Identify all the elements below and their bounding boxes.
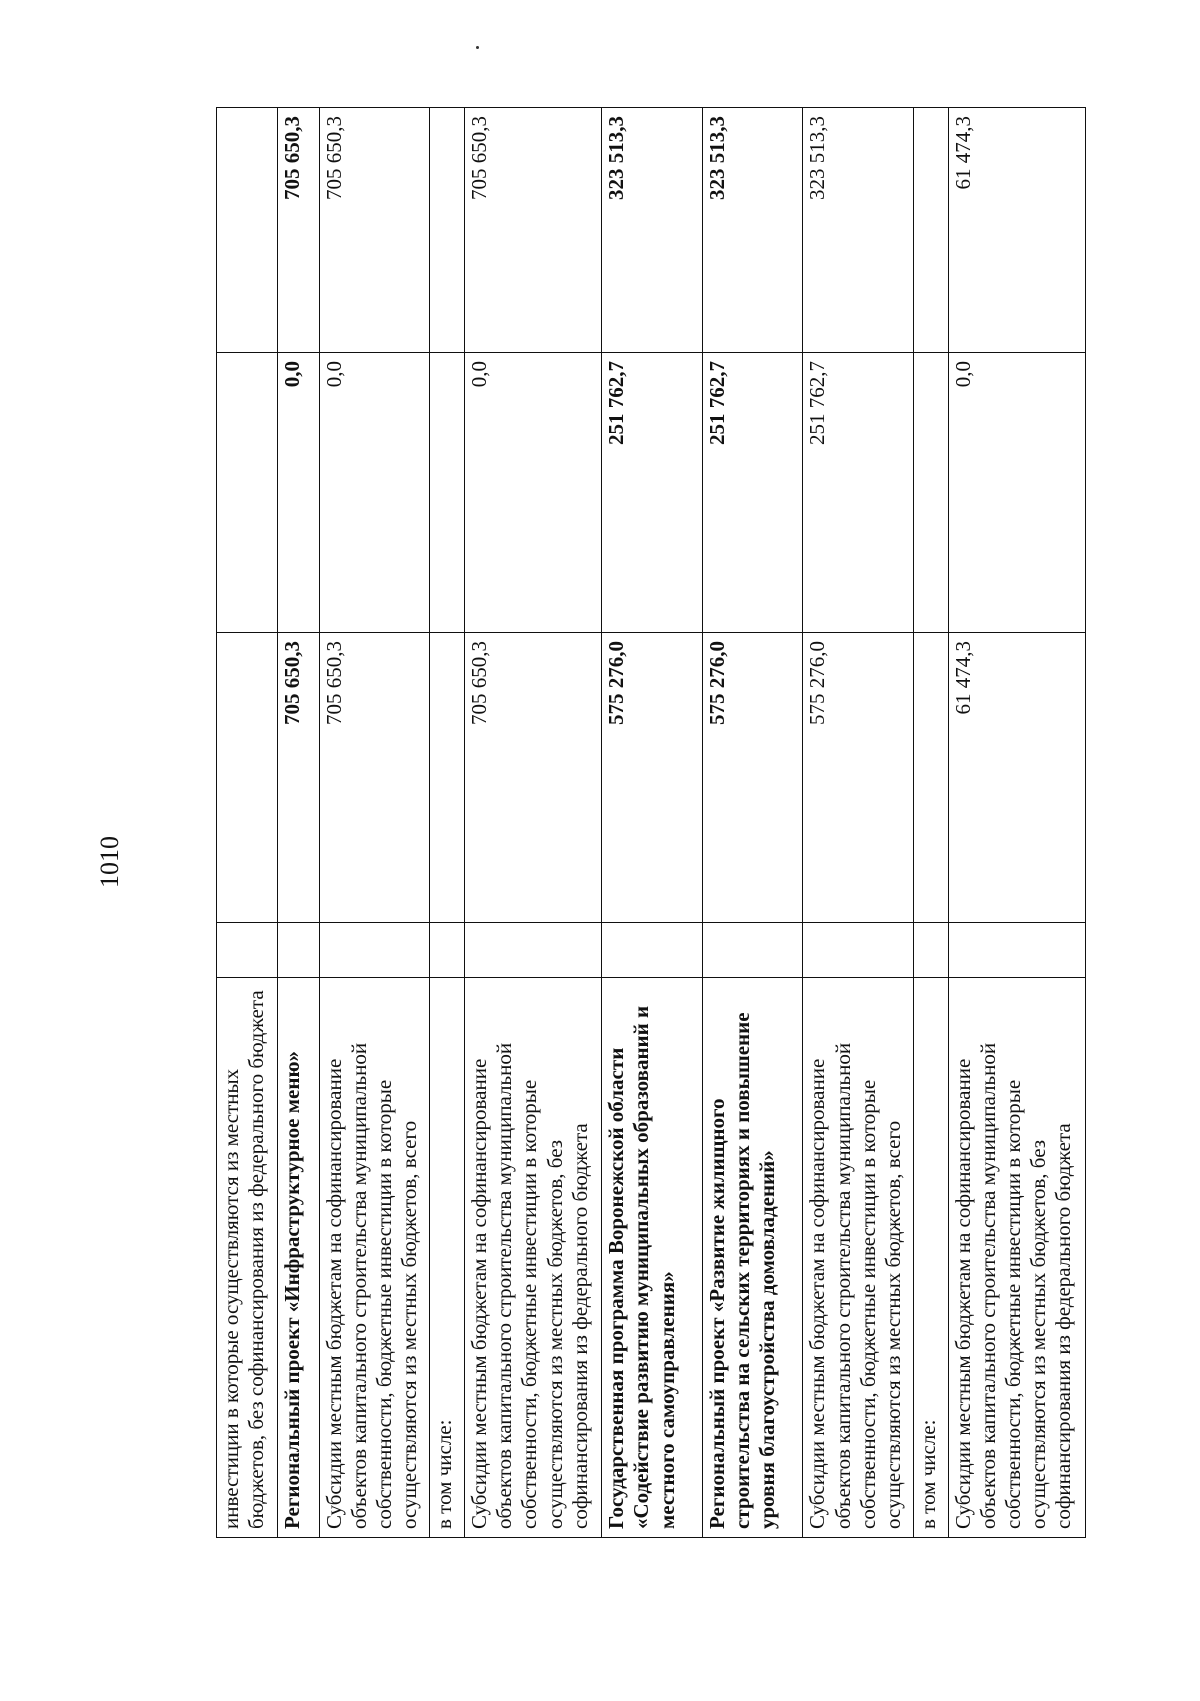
row-code-cell: [217, 923, 278, 978]
row-value-regional-cell: 323 513,3: [602, 108, 703, 353]
row-value-total-cell: 575 276,0: [702, 633, 803, 923]
row-value-federal-cell: 0,0: [277, 353, 319, 633]
row-value-regional-cell: 705 650,3: [319, 108, 430, 353]
row-value-regional-cell: [914, 108, 949, 353]
row-value-total-cell: [217, 633, 278, 923]
row-value-federal-cell: 0,0: [948, 353, 1085, 633]
row-name-cell: в том числе:: [914, 978, 949, 1538]
row-code-cell: [277, 923, 319, 978]
row-value-regional-cell: [430, 108, 465, 353]
row-value-regional-cell: 705 650,3: [277, 108, 319, 353]
table-row: [430, 108, 465, 1538]
row-code-cell: [914, 923, 949, 978]
row-value-total-cell: [914, 633, 949, 923]
table-row: [702, 108, 803, 1538]
row-value-federal-cell: 251 762,7: [702, 353, 803, 633]
row-value-total-cell: 705 650,3: [277, 633, 319, 923]
row-value-regional-cell: 705 650,3: [465, 108, 602, 353]
row-code-cell: [430, 923, 465, 978]
row-value-federal-cell: 251 762,7: [803, 353, 914, 633]
table-row: [602, 108, 703, 1538]
row-value-total-cell: 705 650,3: [465, 633, 602, 923]
row-name-cell: Субсидии местным бюджетам на софинансирование объектов капитального строительства муниципальной собственности, бюджетные инвестиции в которые осуществляются из местных бюджетов, без софинансирования из федерального бюджета: [948, 978, 1085, 1538]
row-value-total-cell: 575 276,0: [803, 633, 914, 923]
budget-table-body: [217, 108, 1086, 1538]
row-value-regional-cell: 61 474,3: [948, 108, 1085, 353]
row-value-federal-cell: 251 762,7: [602, 353, 703, 633]
row-name-cell: Региональный проект «Развитие жилищного строительства на сельских территориях и повышение уровня благоустройства домовладений»: [702, 978, 803, 1538]
row-value-regional-cell: [217, 108, 278, 353]
row-value-total-cell: 61 474,3: [948, 633, 1085, 923]
row-name-cell: Субсидии местным бюджетам на софинансирование объектов капитального строительства муниципальной собственности, бюджетные инвестиции в которые осуществляются из местных бюджетов, всего: [803, 978, 914, 1538]
row-code-cell: [319, 923, 430, 978]
budget-table: [216, 107, 1086, 1538]
table-row: [465, 108, 602, 1538]
page-number: 1010: [95, 836, 124, 888]
table-row: [948, 108, 1085, 1538]
row-code-cell: [803, 923, 914, 978]
row-name-cell: Субсидии местным бюджетам на софинансирование объектов капитального строительства муниципальной собственности, бюджетные инвестиции в которые осуществляются из местных бюджетов, всего: [319, 978, 430, 1538]
row-value-total-cell: 705 650,3: [319, 633, 430, 923]
table-row: [914, 108, 949, 1538]
row-value-regional-cell: 323 513,3: [702, 108, 803, 353]
row-value-total-cell: 575 276,0: [602, 633, 703, 923]
row-value-total-cell: [430, 633, 465, 923]
row-code-cell: [948, 923, 1085, 978]
table-row: [803, 108, 914, 1538]
row-value-regional-cell: 323 513,3: [803, 108, 914, 353]
row-value-federal-cell: 0,0: [319, 353, 430, 633]
row-name-cell: в том числе:: [430, 978, 465, 1538]
row-name-cell: инвестиции в которые осуществляются из местных бюджетов, без софинансирования из федерального бюджета: [217, 978, 278, 1538]
row-name-cell: Региональный проект «Инфраструктурное меню»: [277, 978, 319, 1538]
row-code-cell: [465, 923, 602, 978]
row-value-federal-cell: 0,0: [465, 353, 602, 633]
table-row: [277, 108, 319, 1538]
row-value-federal-cell: [914, 353, 949, 633]
rotated-page-content: [216, 108, 1086, 1538]
row-code-cell: [702, 923, 803, 978]
row-name-cell: Государственная программа Воронежской области «Содействие развитию муниципальных образований и местного самоуправления»: [602, 978, 703, 1538]
row-value-federal-cell: [217, 353, 278, 633]
table-row: [217, 108, 278, 1538]
scan-speck: [476, 46, 479, 49]
row-name-cell: Субсидии местным бюджетам на софинансирование объектов капитального строительства муниципальной собственности, бюджетные инвестиции в которые осуществляются из местных бюджетов, без софинансирования из федерального бюджета: [465, 978, 602, 1538]
table-row: [319, 108, 430, 1538]
row-value-federal-cell: [430, 353, 465, 633]
row-code-cell: [602, 923, 703, 978]
